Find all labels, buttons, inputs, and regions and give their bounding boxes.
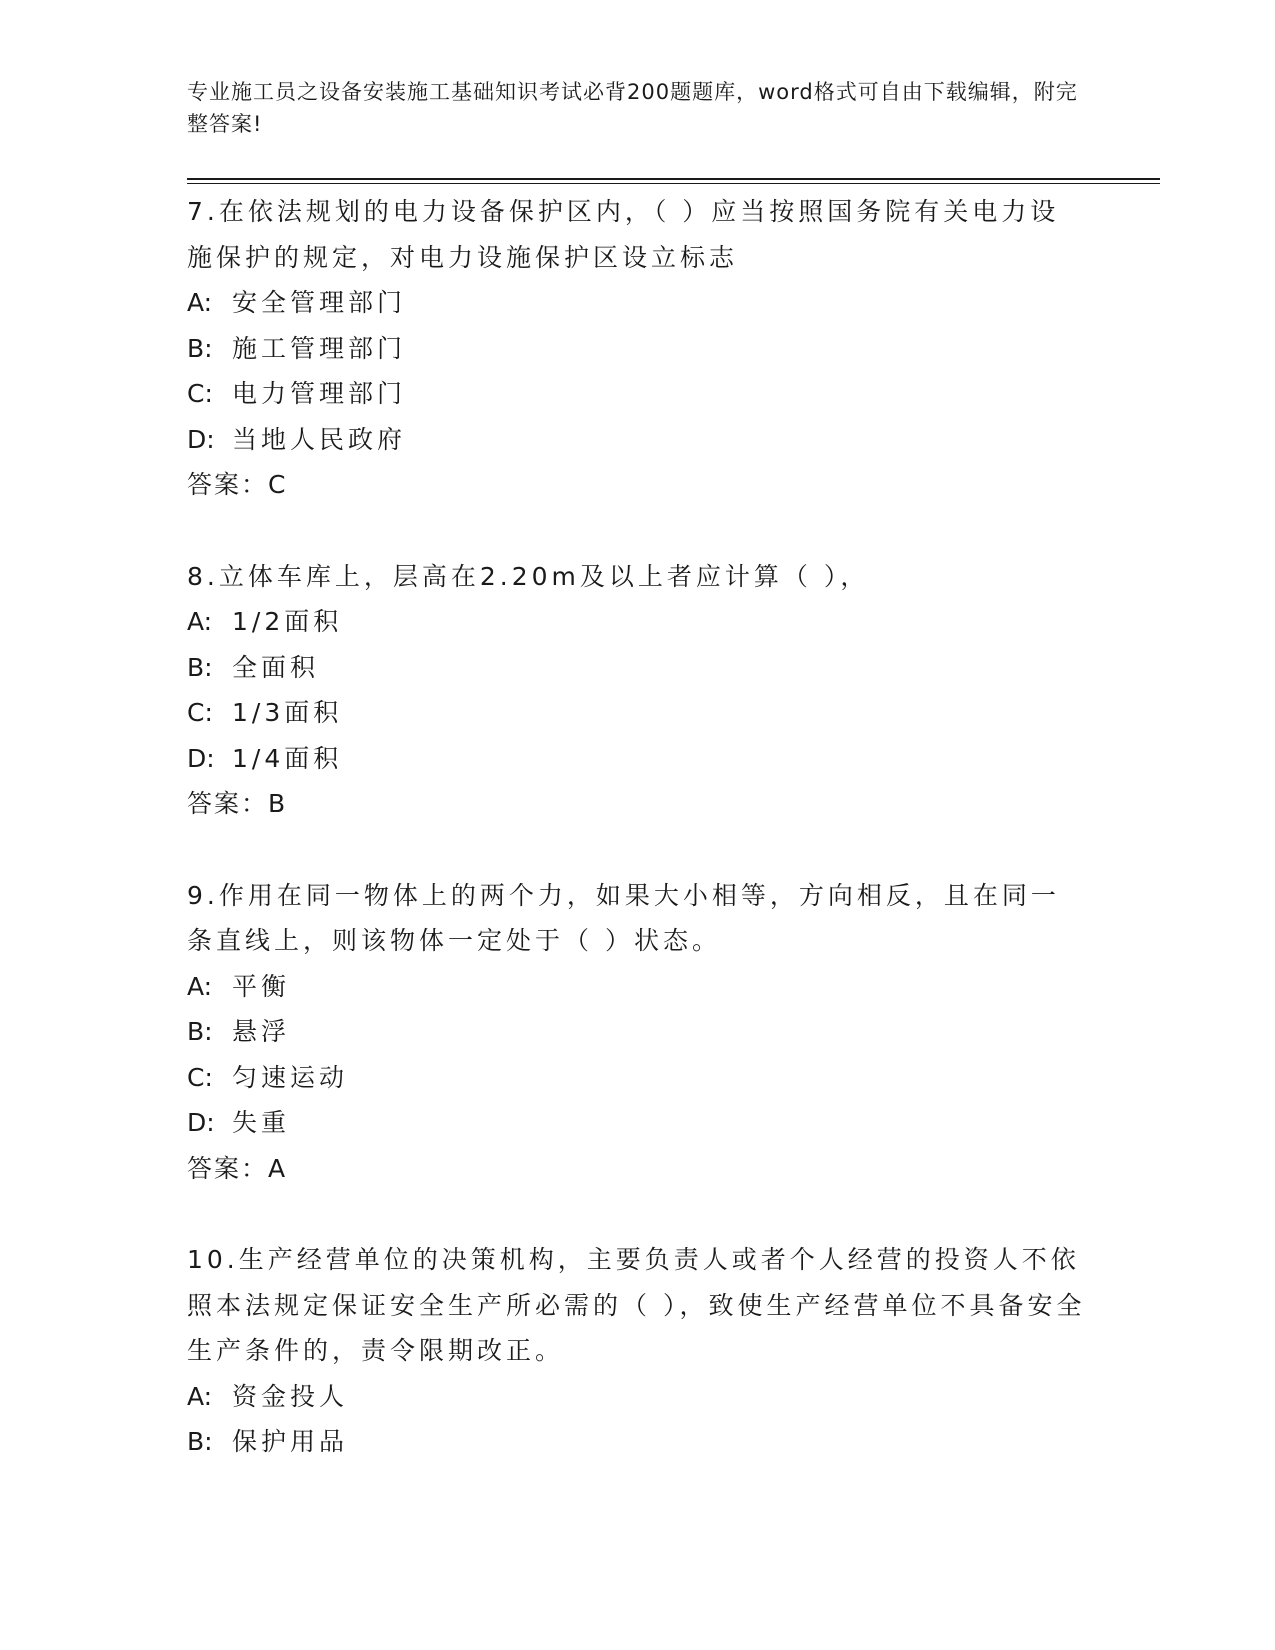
answer-value: A: [268, 1153, 288, 1183]
option-text: 1/4面积: [232, 743, 343, 773]
option-letter: B:: [187, 333, 213, 363]
header-title: 专业施工员之设备安装施工基础知识考试必背200题题库，word格式可自由下载编辑，附完整答案!: [187, 80, 1078, 136]
option-text: 施工管理部门: [232, 333, 407, 363]
option-text: 资金投人: [232, 1381, 349, 1411]
option-letter: B:: [187, 1427, 213, 1456]
option-b: [187, 1419, 1087, 1465]
option-text: 安全管理部门: [232, 288, 407, 317]
option-b: [187, 326, 1087, 372]
question-text: 8.立体车库上，层高在2.20m及以上者应计算（ ），: [187, 561, 870, 591]
option-text: 全面积: [232, 652, 320, 682]
question-8: [187, 554, 1087, 827]
answer-line: [187, 462, 1087, 508]
option-letter: D:: [187, 743, 215, 773]
option-c: [187, 371, 1087, 417]
header-divider-thick: [187, 178, 1160, 180]
document-header: [187, 76, 1087, 140]
answer-label: 答案：: [187, 789, 269, 818]
option-b: [187, 645, 1087, 691]
question-9: [187, 873, 1087, 1192]
option-letter: A:: [187, 971, 213, 1001]
option-letter: C:: [187, 379, 213, 408]
answer-value: B: [268, 789, 288, 818]
option-text: 1/2面积: [232, 607, 343, 636]
answer-line: [187, 1146, 1087, 1192]
option-letter: D:: [187, 424, 215, 454]
option-c: [187, 690, 1087, 736]
option-a: [187, 599, 1087, 645]
option-text: 平衡: [232, 971, 291, 1001]
answer-label: 答案：: [187, 1153, 269, 1183]
answer-value: C: [268, 470, 288, 499]
question-7: [187, 189, 1087, 508]
header-divider-thin: [187, 183, 1160, 184]
answer-label: 答案：: [187, 470, 269, 499]
question-text: 10.生产经营单位的决策机构，主要负责人或者个人经营的投资人不依照本法规定保证安全生产所必需的（ ），致使生产经营单位不具备安全生产条件的，责令限期改正。: [187, 1245, 1086, 1365]
option-letter: B:: [187, 652, 213, 682]
option-letter: A:: [187, 288, 213, 317]
option-letter: B:: [187, 1017, 213, 1046]
option-d: [187, 417, 1087, 463]
question-text: 9.作用在同一物体上的两个力，如果大小相等，方向相反，且在同一条直线上，则该物体一定处于（ ）状态。: [187, 880, 1060, 955]
option-letter: C:: [187, 1062, 213, 1092]
option-text: 悬浮: [232, 1017, 291, 1046]
option-a: [187, 1374, 1087, 1420]
option-text: 当地人民政府: [232, 424, 407, 454]
question-list: [187, 189, 1087, 1511]
option-letter: A:: [187, 1381, 213, 1411]
question-10: [187, 1237, 1087, 1465]
option-a: [187, 964, 1087, 1010]
option-text: 1/3面积: [232, 698, 343, 727]
option-d: [187, 1100, 1087, 1146]
option-text: 匀速运动: [232, 1062, 349, 1092]
option-letter: D:: [187, 1108, 215, 1137]
option-text: 电力管理部门: [232, 379, 407, 408]
option-a: [187, 280, 1087, 326]
question-text: 7.在依法规划的电力设备保护区内，（ ）应当按照国务院有关电力设施保护的规定，对电力设施保护区设立标志: [187, 197, 1060, 272]
option-d: [187, 736, 1087, 782]
option-letter: C:: [187, 698, 213, 727]
option-b: [187, 1009, 1087, 1055]
option-text: 失重: [232, 1108, 291, 1137]
option-c: [187, 1055, 1087, 1101]
answer-line: [187, 781, 1087, 827]
option-text: 保护用品: [232, 1427, 349, 1456]
option-letter: A:: [187, 607, 213, 636]
